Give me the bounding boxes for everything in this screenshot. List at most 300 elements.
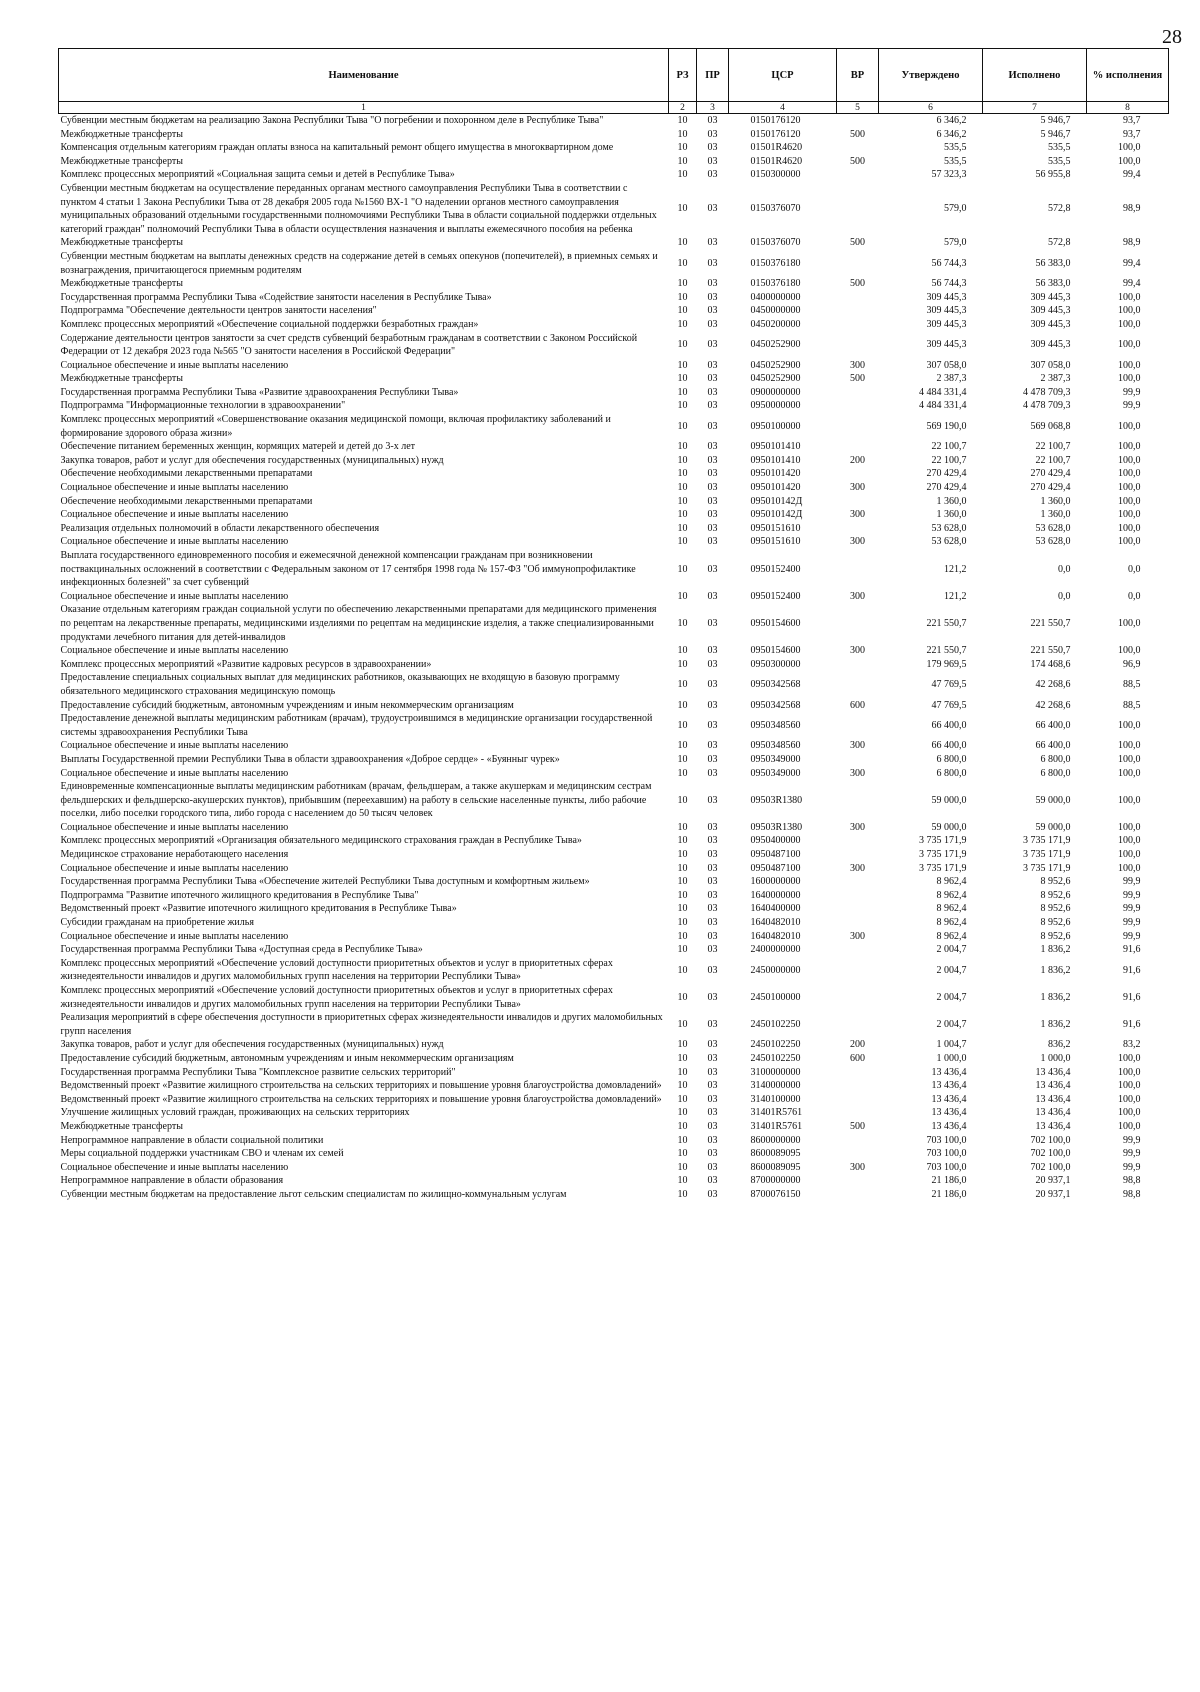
row-executed: 13 436,4 — [1035, 1080, 1071, 1092]
row-pr: 03 — [707, 991, 718, 1003]
row-csr: 0950348560 — [750, 740, 801, 752]
row-pr: 03 — [707, 420, 718, 432]
row-percent: 0,0 — [1128, 563, 1141, 575]
header-name: Наименование — [59, 49, 669, 102]
row-name: Комплекс процессных мероприятий «Организация обязательного медицинского страхования граждан в Республике Тыва» — [60, 835, 582, 847]
row-approved: 309 445,3 — [926, 339, 967, 351]
row-vr — [837, 114, 879, 128]
row-csr: 0950300000 — [750, 658, 801, 670]
row-vr: 200 — [850, 454, 865, 466]
row-executed: 0,0 — [1058, 590, 1071, 602]
row-approved: 307 058,0 — [926, 359, 967, 371]
table-row — [59, 399, 1169, 413]
row-executed: 13 436,4 — [1035, 1107, 1071, 1119]
row-percent: 100,0 — [1118, 719, 1141, 731]
table-row — [59, 535, 1169, 549]
row-vr — [837, 848, 879, 862]
row-rz: 10 — [677, 305, 688, 317]
table-row — [59, 168, 1169, 182]
table-row — [59, 943, 1169, 957]
row-pr: 03 — [707, 468, 718, 480]
row-percent: 100,0 — [1118, 617, 1141, 629]
row-approved: 8 962,4 — [936, 889, 967, 901]
row-csr: 0950151610 — [750, 522, 801, 534]
row-name: Реализация мероприятий в сфере обеспечения доступности в приоритетных сферах жизнедеятельности инвалидов и других маломобильных групп населения — [60, 1012, 663, 1037]
row-rz: 10 — [677, 753, 688, 765]
row-name: Улучшение жилищных условий граждан, проживающих на сельских территориях — [60, 1107, 410, 1119]
row-name: Закупка товаров, работ и услуг для обеспечения государственных (муниципальных) нужд — [60, 454, 444, 466]
row-csr: 0950101410 — [750, 454, 801, 466]
row-approved: 4 484 331,4 — [919, 386, 967, 398]
row-approved: 121,2 — [944, 563, 967, 575]
row-name: Меры социальной поддержки участникам СВО и членам их семей — [60, 1148, 344, 1160]
table-row — [59, 467, 1169, 481]
row-percent: 100,0 — [1118, 740, 1141, 752]
row-name: Комплекс процессных мероприятий «Обеспечение условий доступности приоритетных объектов и услуг в приоритетных сферах жизнедеятельности инвалидов и других маломобильных групп населения на территории Республики Тыва» — [60, 957, 613, 983]
row-percent: 98,9 — [1123, 203, 1141, 215]
row-name: Обеспечение питанием беременных женщин, кормящих матерей и детей до 3-х лет — [60, 441, 416, 453]
row-name: Непрограммное направление в области социальной политики — [60, 1134, 324, 1146]
row-pr: 03 — [707, 658, 718, 670]
row-name: Социальное обеспечение и иные выплаты населению — [60, 930, 289, 942]
row-percent: 100,0 — [1118, 645, 1141, 657]
row-vr — [837, 943, 879, 957]
row-pr: 03 — [707, 835, 718, 847]
table-row — [59, 862, 1169, 876]
row-vr: 300 — [850, 590, 865, 602]
row-rz: 10 — [677, 563, 688, 575]
row-executed: 20 937,1 — [1035, 1188, 1071, 1200]
row-approved: 703 100,0 — [926, 1134, 967, 1146]
row-rz: 10 — [677, 142, 688, 154]
row-pr: 03 — [707, 278, 718, 290]
row-name: Межбюджетные трансферты — [60, 1120, 183, 1132]
row-rz: 10 — [677, 1093, 688, 1105]
table-row — [59, 699, 1169, 713]
row-percent: 100,0 — [1118, 794, 1141, 806]
row-name: Социальное обеспечение и иные выплаты населению — [60, 590, 289, 602]
header-executed: Исполнено — [983, 49, 1087, 102]
row-executed: 836,2 — [1048, 1039, 1071, 1051]
table-row — [59, 318, 1169, 332]
row-name: Государственная программа Республики Тыва "Комплексное развитие сельских территорий" — [60, 1066, 456, 1078]
row-executed: 22 100,7 — [1035, 454, 1071, 466]
column-number: 1 — [59, 102, 669, 114]
row-percent: 99,9 — [1123, 889, 1141, 901]
row-approved: 1 360,0 — [936, 495, 967, 507]
row-name: Комплекс процессных мероприятий «Социальная защита семьи и детей в Республике Тыва» — [60, 169, 455, 181]
row-vr — [837, 440, 879, 454]
row-approved: 57 323,3 — [931, 169, 967, 181]
table-row — [59, 834, 1169, 848]
row-vr — [837, 957, 879, 984]
row-executed: 1 836,2 — [1040, 991, 1071, 1003]
row-name: Оказание отдельным категориям граждан социальной услуги по обеспечению лекарственными препаратами для медицинского применения по рецептам на лекарственные препараты, медицинскими изделиями по рецептам на медицинские изделия, а также специализированными продуктами лечебного питания для детей-инвалидов — [60, 604, 657, 643]
row-pr: 03 — [707, 454, 718, 466]
row-approved: 121,2 — [944, 590, 967, 602]
row-executed: 59 000,0 — [1035, 821, 1071, 833]
table-row — [59, 780, 1169, 821]
row-percent: 98,8 — [1123, 1175, 1141, 1187]
row-rz: 10 — [677, 454, 688, 466]
row-rz: 10 — [677, 1080, 688, 1092]
row-vr — [837, 671, 879, 698]
row-rz: 10 — [677, 509, 688, 521]
row-executed: 572,8 — [1048, 203, 1071, 215]
header-percent: % исполнения — [1087, 49, 1169, 102]
row-name: Социальное обеспечение и иные выплаты населению — [60, 359, 289, 371]
row-executed: 3 735 171,9 — [1023, 835, 1071, 847]
row-vr: 300 — [850, 821, 865, 833]
table-row — [59, 291, 1169, 305]
row-name: Подпрограмма "Информационные технологии в здравоохранении" — [60, 400, 346, 412]
row-pr: 03 — [707, 1093, 718, 1105]
row-pr: 03 — [707, 719, 718, 731]
row-csr: 0950100000 — [750, 420, 801, 432]
row-vr: 200 — [850, 1039, 865, 1051]
row-percent: 91,6 — [1123, 944, 1141, 956]
row-approved: 22 100,7 — [931, 441, 967, 453]
row-name: Комплекс процессных мероприятий «Совершенствование оказания медицинской помощи, включая профилактику заболеваний и формирование здорового образа жизни» — [60, 414, 611, 439]
row-vr: 300 — [850, 536, 865, 548]
row-pr: 03 — [707, 142, 718, 154]
row-percent: 99,9 — [1123, 1161, 1141, 1173]
row-executed: 13 436,4 — [1035, 1120, 1071, 1132]
row-rz: 10 — [677, 1120, 688, 1132]
row-csr: 0450252900 — [750, 373, 801, 385]
row-vr — [837, 250, 879, 277]
row-percent: 100,0 — [1118, 509, 1141, 521]
row-pr: 03 — [707, 617, 718, 629]
row-executed: 307 058,0 — [1030, 359, 1071, 371]
row-csr: 8600089095 — [750, 1148, 801, 1160]
row-name: Подпрограмма "Развитие ипотечного жилищного кредитования в Республике Тыва" — [60, 889, 419, 901]
row-percent: 88,5 — [1123, 699, 1141, 711]
row-vr — [837, 291, 879, 305]
table-row — [59, 739, 1169, 753]
row-vr — [837, 332, 879, 359]
table-row — [59, 304, 1169, 318]
table-row — [59, 128, 1169, 142]
row-approved: 309 445,3 — [926, 305, 967, 317]
row-executed: 13 436,4 — [1035, 1066, 1071, 1078]
row-name: Социальное обеспечение и иные выплаты населению — [60, 767, 289, 779]
row-approved: 59 000,0 — [931, 794, 967, 806]
row-name: Субвенции местным бюджетам на реализацию Закона Республики Тыва "О погребении и похоронном деле в Республике Тыва" — [60, 115, 604, 126]
row-name: Обеспечение необходимыми лекарственными препаратами — [60, 468, 313, 480]
row-csr: 31401R5761 — [750, 1107, 803, 1119]
row-executed: 6 800,0 — [1040, 753, 1071, 765]
row-vr — [837, 1106, 879, 1120]
row-pr: 03 — [707, 339, 718, 351]
row-percent: 100,0 — [1118, 767, 1141, 779]
row-vr — [837, 1134, 879, 1148]
row-vr — [837, 1093, 879, 1107]
row-pr: 03 — [707, 305, 718, 317]
row-name: Выплаты Государственной премии Республики Тыва в области здравоохранения «Доброе сердце» - «Буянныг чурек» — [60, 753, 560, 765]
row-pr: 03 — [707, 400, 718, 412]
row-vr: 600 — [850, 1052, 865, 1064]
row-csr: 0950349000 — [750, 767, 801, 779]
row-name: Межбюджетные трансферты — [60, 278, 183, 290]
row-pr: 03 — [707, 699, 718, 711]
row-pr: 03 — [707, 794, 718, 806]
row-percent: 91,6 — [1123, 964, 1141, 976]
column-number: 2 — [669, 102, 697, 114]
row-executed: 56 955,8 — [1035, 169, 1071, 181]
column-number: 4 — [729, 102, 837, 114]
row-name: Комплекс процессных мероприятий «Обеспечение социальной поддержки безработных граждан» — [60, 318, 479, 330]
table-row — [59, 508, 1169, 522]
row-name: Подпрограмма "Обеспечение деятельности центров занятости населения" — [60, 305, 377, 317]
row-vr — [837, 1174, 879, 1188]
row-rz: 10 — [677, 1107, 688, 1119]
row-approved: 13 436,4 — [931, 1066, 967, 1078]
row-rz: 10 — [677, 203, 688, 215]
table-row — [59, 644, 1169, 658]
row-csr: 8700076150 — [750, 1188, 801, 1200]
row-percent: 93,7 — [1123, 115, 1141, 126]
row-percent: 99,9 — [1123, 917, 1141, 929]
column-number: 8 — [1087, 102, 1169, 114]
row-percent: 100,0 — [1118, 454, 1141, 466]
row-percent: 100,0 — [1118, 441, 1141, 453]
table-row — [59, 984, 1169, 1011]
table-row — [59, 481, 1169, 495]
table-row — [59, 848, 1169, 862]
row-csr: 0950152400 — [750, 590, 801, 602]
row-percent: 100,0 — [1118, 862, 1141, 874]
row-executed: 8 952,6 — [1040, 876, 1071, 888]
row-approved: 13 436,4 — [931, 1093, 967, 1105]
row-approved: 221 550,7 — [926, 645, 967, 657]
row-vr: 600 — [850, 699, 865, 711]
row-csr: 095010142Д — [750, 509, 803, 521]
row-vr: 300 — [850, 740, 865, 752]
table-row — [59, 1052, 1169, 1066]
row-approved: 270 429,4 — [926, 482, 967, 494]
row-rz: 10 — [677, 386, 688, 398]
header-csr: ЦСР — [729, 49, 837, 102]
row-percent: 100,0 — [1118, 536, 1141, 548]
row-pr: 03 — [707, 318, 718, 330]
row-pr: 03 — [707, 203, 718, 215]
row-rz: 10 — [677, 1148, 688, 1160]
row-approved: 6 800,0 — [936, 753, 967, 765]
table-row — [59, 590, 1169, 604]
row-name: Закупка товаров, работ и услуг для обеспечения государственных (муниципальных) нужд — [60, 1039, 444, 1051]
row-vr: 500 — [850, 237, 865, 249]
table-row — [59, 1120, 1169, 1134]
row-pr: 03 — [707, 1018, 718, 1030]
row-rz: 10 — [677, 991, 688, 1003]
row-csr: 2450102250 — [750, 1018, 801, 1030]
row-rz: 10 — [677, 699, 688, 711]
row-csr: 8600000000 — [750, 1134, 801, 1146]
column-number: 3 — [697, 102, 729, 114]
row-rz: 10 — [677, 917, 688, 929]
row-rz: 10 — [677, 849, 688, 861]
table-row — [59, 440, 1169, 454]
row-pr: 03 — [707, 373, 718, 385]
table-row — [59, 753, 1169, 767]
row-rz: 10 — [677, 590, 688, 602]
row-executed: 42 268,6 — [1035, 679, 1071, 691]
row-vr — [837, 875, 879, 889]
row-approved: 2 004,7 — [936, 1018, 967, 1030]
row-csr: 0950152400 — [750, 563, 801, 575]
row-percent: 0,0 — [1128, 590, 1141, 602]
row-percent: 100,0 — [1118, 1052, 1141, 1064]
table-row — [59, 1066, 1169, 1080]
row-rz: 10 — [677, 359, 688, 371]
column-number-row — [59, 102, 1169, 114]
row-percent: 100,0 — [1118, 1107, 1141, 1119]
row-approved: 2 004,7 — [936, 964, 967, 976]
table-row — [59, 386, 1169, 400]
row-csr: 2450100000 — [750, 991, 801, 1003]
row-percent: 100,0 — [1118, 522, 1141, 534]
column-number: 6 — [879, 102, 983, 114]
row-vr — [837, 834, 879, 848]
row-vr: 500 — [850, 1120, 865, 1132]
row-executed: 309 445,3 — [1030, 291, 1071, 303]
row-percent: 100,0 — [1118, 339, 1141, 351]
row-vr — [837, 1147, 879, 1161]
row-name: Государственная программа Республики Тыва «Обеспечение жителей Республики Тыва доступным и комфортным жильем» — [60, 876, 590, 888]
row-csr: 0150376070 — [750, 203, 801, 215]
row-percent: 99,9 — [1123, 1134, 1141, 1146]
row-name: Непрограммное направление в области образования — [60, 1175, 284, 1187]
row-approved: 569 190,0 — [926, 420, 967, 432]
row-approved: 309 445,3 — [926, 291, 967, 303]
row-pr: 03 — [707, 237, 718, 249]
row-rz: 10 — [677, 645, 688, 657]
row-percent: 83,2 — [1123, 1039, 1141, 1051]
row-executed: 2 387,3 — [1040, 373, 1071, 385]
row-percent: 99,9 — [1123, 386, 1141, 398]
row-pr: 03 — [707, 563, 718, 575]
row-name: Социальное обеспечение и иные выплаты населению — [60, 645, 289, 657]
table-row — [59, 522, 1169, 536]
row-percent: 100,0 — [1118, 1080, 1141, 1092]
row-vr — [837, 141, 879, 155]
row-approved: 1 004,7 — [936, 1039, 967, 1051]
table-row — [59, 902, 1169, 916]
row-csr: 0950101410 — [750, 441, 801, 453]
row-csr: 3100000000 — [750, 1066, 801, 1078]
row-percent: 99,9 — [1123, 400, 1141, 412]
row-approved: 21 186,0 — [931, 1188, 967, 1200]
table-row — [59, 114, 1169, 128]
row-rz: 10 — [677, 1134, 688, 1146]
row-approved: 8 962,4 — [936, 930, 967, 942]
row-executed: 569 068,8 — [1030, 420, 1071, 432]
row-pr: 03 — [707, 482, 718, 494]
row-rz: 10 — [677, 155, 688, 167]
row-approved: 3 735 171,9 — [919, 835, 967, 847]
row-rz: 10 — [677, 1175, 688, 1187]
row-rz: 10 — [677, 468, 688, 480]
row-rz: 10 — [677, 835, 688, 847]
row-pr: 03 — [707, 944, 718, 956]
row-approved: 703 100,0 — [926, 1161, 967, 1173]
row-csr: 0450000000 — [750, 305, 801, 317]
row-executed: 1 836,2 — [1040, 944, 1071, 956]
row-percent: 100,0 — [1118, 1066, 1141, 1078]
row-pr: 03 — [707, 821, 718, 833]
row-csr: 31401R5761 — [750, 1120, 803, 1132]
row-pr: 03 — [707, 128, 718, 140]
row-csr: 0150376180 — [750, 257, 801, 269]
table-row — [59, 413, 1169, 440]
row-pr: 03 — [707, 1107, 718, 1119]
row-percent: 100,0 — [1118, 1120, 1141, 1132]
row-rz: 10 — [677, 441, 688, 453]
row-rz: 10 — [677, 339, 688, 351]
row-csr: 095010142Д — [750, 495, 803, 507]
header-rz: РЗ — [669, 49, 697, 102]
row-name: Социальное обеспечение и иные выплаты населению — [60, 482, 289, 494]
row-csr: 0450252900 — [750, 359, 801, 371]
row-executed: 56 383,0 — [1035, 278, 1071, 290]
row-rz: 10 — [677, 1039, 688, 1051]
header-row — [59, 49, 1169, 102]
row-vr — [837, 780, 879, 821]
row-name: Ведомственный проект «Развитие жилищного строительства на сельских территориях и повышение уровня благоустройства домовладений» — [60, 1093, 662, 1105]
row-executed: 1 360,0 — [1040, 495, 1071, 507]
row-name: Социальное обеспечение и иные выплаты населению — [60, 509, 289, 521]
row-executed: 53 628,0 — [1035, 522, 1071, 534]
row-executed: 702 100,0 — [1030, 1148, 1071, 1160]
row-name: Социальное обеспечение и иные выплаты населению — [60, 536, 289, 548]
row-rz: 10 — [677, 679, 688, 691]
row-pr: 03 — [707, 964, 718, 976]
row-percent: 99,9 — [1123, 930, 1141, 942]
row-percent: 100,0 — [1118, 753, 1141, 765]
row-pr: 03 — [707, 645, 718, 657]
row-csr: 0150300000 — [750, 169, 801, 181]
row-vr: 500 — [850, 128, 865, 140]
row-approved: 535,5 — [944, 142, 967, 154]
row-percent: 100,0 — [1118, 305, 1141, 317]
table-row — [59, 1106, 1169, 1120]
row-executed: 309 445,3 — [1030, 305, 1071, 317]
row-vr — [837, 984, 879, 1011]
row-vr — [837, 304, 879, 318]
row-name: Компенсация отдельным категориям граждан оплаты взноса на капитальный ремонт общего имущества в многоквартирном доме — [60, 142, 614, 154]
row-vr: 300 — [850, 862, 865, 874]
row-rz: 10 — [677, 794, 688, 806]
row-approved: 221 550,7 — [926, 617, 967, 629]
row-pr: 03 — [707, 1039, 718, 1051]
row-pr: 03 — [707, 903, 718, 915]
row-approved: 535,5 — [944, 155, 967, 167]
row-executed: 66 400,0 — [1035, 740, 1071, 752]
row-name: Предоставление специальных социальных выплат для медицинских работников, оказывающих не входящую в базовую программу обязательного медицинского страхования медицинскую помощь — [60, 672, 620, 697]
row-name: Ведомственный проект «Развитие ипотечного жилищного кредитования в Республике Тыва» — [60, 903, 457, 915]
row-executed: 6 800,0 — [1040, 767, 1071, 779]
table-row — [59, 957, 1169, 984]
row-percent: 96,9 — [1123, 658, 1141, 670]
row-percent: 91,6 — [1123, 991, 1141, 1003]
header-pr: ПР — [697, 49, 729, 102]
row-csr: 1640482010 — [750, 930, 801, 942]
row-approved: 6 346,2 — [936, 128, 967, 140]
row-percent: 98,8 — [1123, 1188, 1141, 1200]
row-pr: 03 — [707, 849, 718, 861]
row-rz: 10 — [677, 930, 688, 942]
